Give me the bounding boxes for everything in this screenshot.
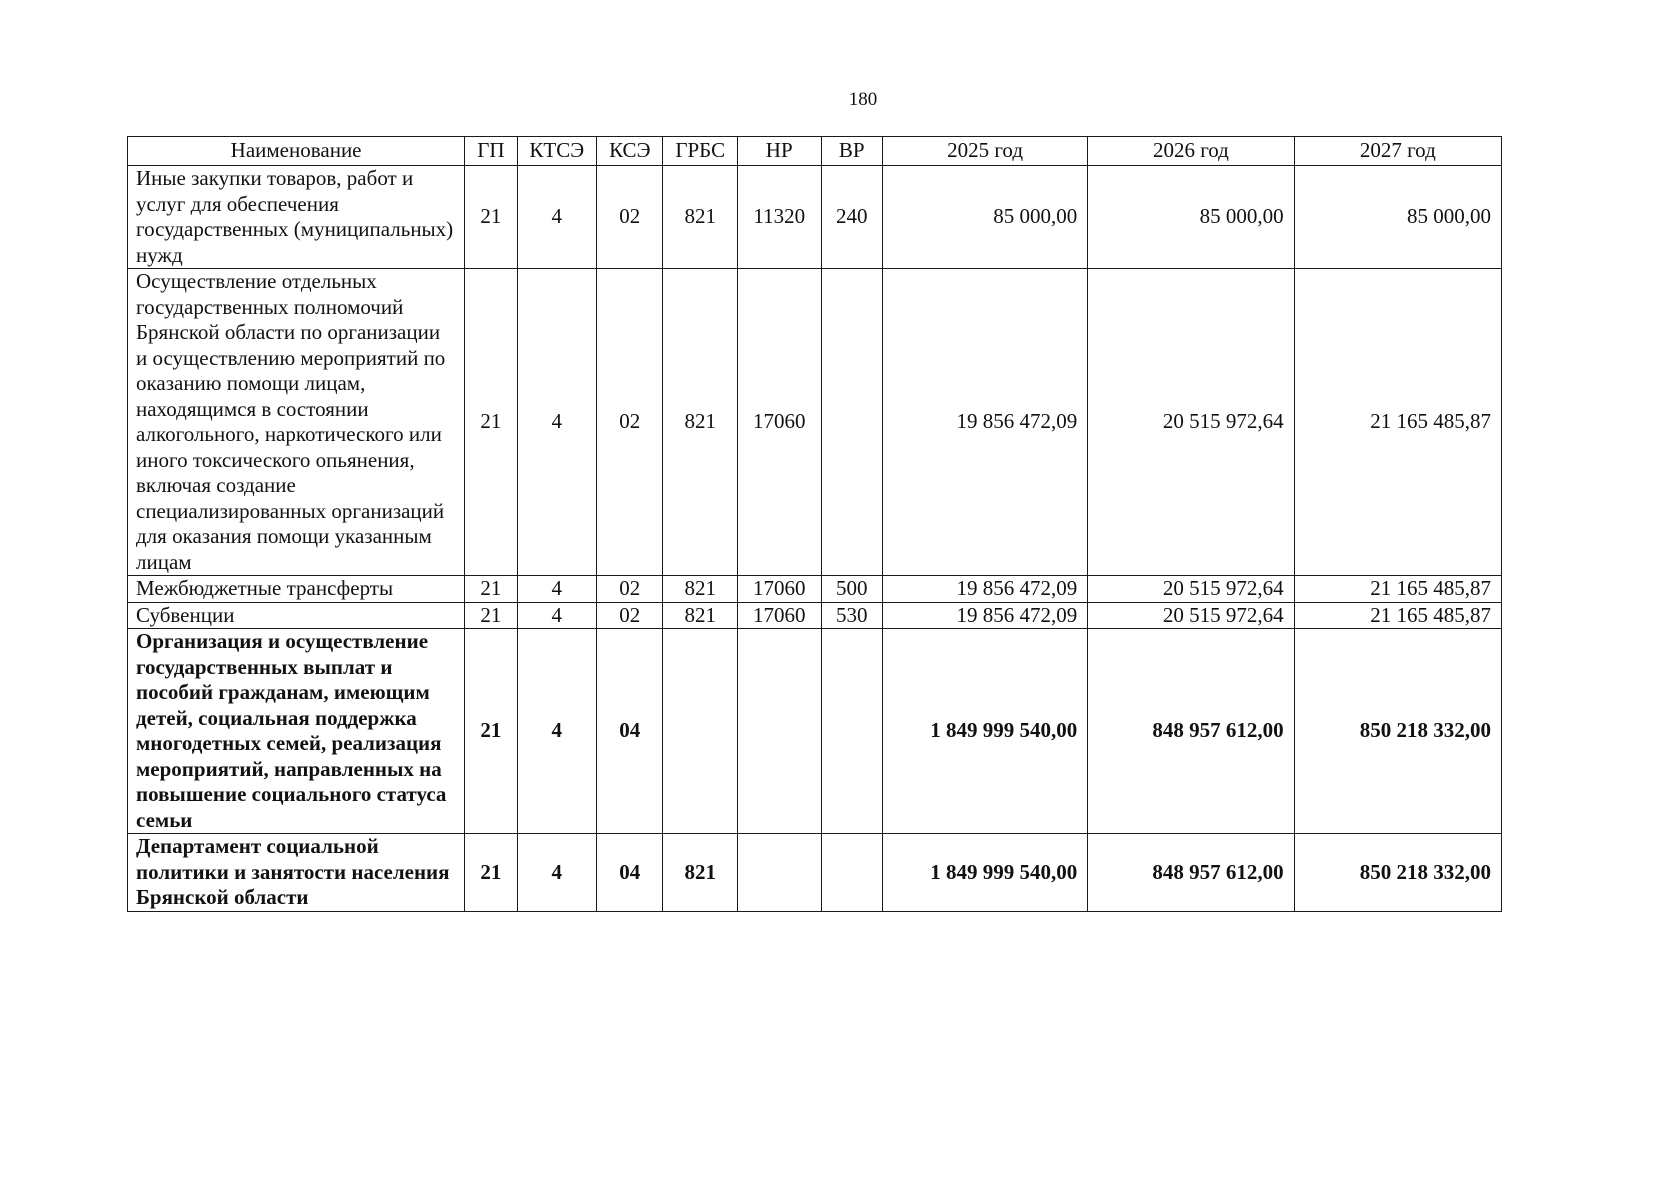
column-header-grbs: ГРБС bbox=[663, 137, 737, 166]
row-amount-2025: 19 856 472,09 bbox=[882, 602, 1087, 629]
row-ktse: 4 bbox=[517, 166, 597, 269]
row-nr: 11320 bbox=[737, 166, 821, 269]
row-ktse: 4 bbox=[517, 629, 597, 834]
column-header-nr: НР bbox=[737, 137, 821, 166]
page-number: 180 bbox=[848, 89, 878, 110]
column-header-2027: 2027 год bbox=[1294, 137, 1501, 166]
row-gp: 21 bbox=[465, 834, 517, 912]
row-kse: 02 bbox=[597, 166, 663, 269]
row-name: Иные закупки товаров, работ и услуг для обеспечения государственных (муниципальных) нужд bbox=[128, 166, 465, 269]
table-header-row bbox=[128, 137, 1502, 166]
table-row bbox=[128, 166, 1502, 269]
column-header-name: Наименование bbox=[128, 137, 465, 166]
row-vr bbox=[821, 629, 882, 834]
table-row bbox=[128, 576, 1502, 603]
column-header-2025: 2025 год bbox=[882, 137, 1087, 166]
row-ktse: 4 bbox=[517, 576, 597, 603]
row-amount-2026: 848 957 612,00 bbox=[1088, 834, 1294, 912]
row-nr: 17060 bbox=[737, 576, 821, 603]
row-gp: 21 bbox=[465, 576, 517, 603]
column-header-gp: ГП bbox=[465, 137, 517, 166]
row-amount-2025: 85 000,00 bbox=[882, 166, 1087, 269]
row-grbs: 821 bbox=[663, 834, 737, 912]
row-grbs: 821 bbox=[663, 602, 737, 629]
column-header-vr: ВР bbox=[821, 137, 882, 166]
row-gp: 21 bbox=[465, 629, 517, 834]
row-grbs: 821 bbox=[663, 269, 737, 576]
row-vr: 240 bbox=[821, 166, 882, 269]
row-name: Департамент социальной политики и занятости населения Брянской области bbox=[128, 834, 465, 912]
row-name: Осуществление отдельных государственных полномочий Брянской области по организации и осуществлению мероприятий по оказанию помощи лицам, находящимся в состоянии алкогольного, наркотического или иного токсического опьянения, включая создание специализированных организаций для оказания помощи указанным лицам bbox=[128, 269, 465, 576]
row-gp: 21 bbox=[465, 269, 517, 576]
row-vr bbox=[821, 269, 882, 576]
table-row bbox=[128, 629, 1502, 834]
row-kse: 02 bbox=[597, 269, 663, 576]
row-name: Межбюджетные трансферты bbox=[128, 576, 465, 603]
table-row bbox=[128, 602, 1502, 629]
row-amount-2027: 85 000,00 bbox=[1294, 166, 1501, 269]
row-amount-2027: 850 218 332,00 bbox=[1294, 834, 1501, 912]
row-grbs: 821 bbox=[663, 166, 737, 269]
table-row bbox=[128, 834, 1502, 912]
row-ktse: 4 bbox=[517, 834, 597, 912]
row-amount-2025: 19 856 472,09 bbox=[882, 576, 1087, 603]
column-header-2026: 2026 год bbox=[1088, 137, 1294, 166]
row-gp: 21 bbox=[465, 166, 517, 269]
row-amount-2025: 1 849 999 540,00 bbox=[882, 629, 1087, 834]
row-amount-2027: 850 218 332,00 bbox=[1294, 629, 1501, 834]
row-amount-2026: 20 515 972,64 bbox=[1088, 602, 1294, 629]
row-name: Субвенции bbox=[128, 602, 465, 629]
column-header-kse: КСЭ bbox=[597, 137, 663, 166]
row-nr: 17060 bbox=[737, 602, 821, 629]
row-ktse: 4 bbox=[517, 269, 597, 576]
row-amount-2027: 21 165 485,87 bbox=[1294, 576, 1501, 603]
row-amount-2025: 19 856 472,09 bbox=[882, 269, 1087, 576]
row-kse: 04 bbox=[597, 834, 663, 912]
row-nr: 17060 bbox=[737, 269, 821, 576]
row-gp: 21 bbox=[465, 602, 517, 629]
budget-table bbox=[127, 136, 1502, 912]
row-amount-2026: 85 000,00 bbox=[1088, 166, 1294, 269]
row-kse: 04 bbox=[597, 629, 663, 834]
table-row bbox=[128, 269, 1502, 576]
row-kse: 02 bbox=[597, 602, 663, 629]
row-amount-2025: 1 849 999 540,00 bbox=[882, 834, 1087, 912]
column-header-ktse: КТСЭ bbox=[517, 137, 597, 166]
row-vr: 530 bbox=[821, 602, 882, 629]
row-nr bbox=[737, 629, 821, 834]
row-amount-2026: 20 515 972,64 bbox=[1088, 269, 1294, 576]
row-amount-2027: 21 165 485,87 bbox=[1294, 602, 1501, 629]
row-amount-2027: 21 165 485,87 bbox=[1294, 269, 1501, 576]
row-grbs bbox=[663, 629, 737, 834]
row-nr bbox=[737, 834, 821, 912]
row-grbs: 821 bbox=[663, 576, 737, 603]
row-vr bbox=[821, 834, 882, 912]
row-ktse: 4 bbox=[517, 602, 597, 629]
row-vr: 500 bbox=[821, 576, 882, 603]
row-kse: 02 bbox=[597, 576, 663, 603]
row-amount-2026: 20 515 972,64 bbox=[1088, 576, 1294, 603]
row-name: Организация и осуществление государственных выплат и пособий гражданам, имеющим детей, социальная поддержка многодетных семей, реализация мероприятий, направленных на повышение социального статуса семьи bbox=[128, 629, 465, 834]
row-amount-2026: 848 957 612,00 bbox=[1088, 629, 1294, 834]
